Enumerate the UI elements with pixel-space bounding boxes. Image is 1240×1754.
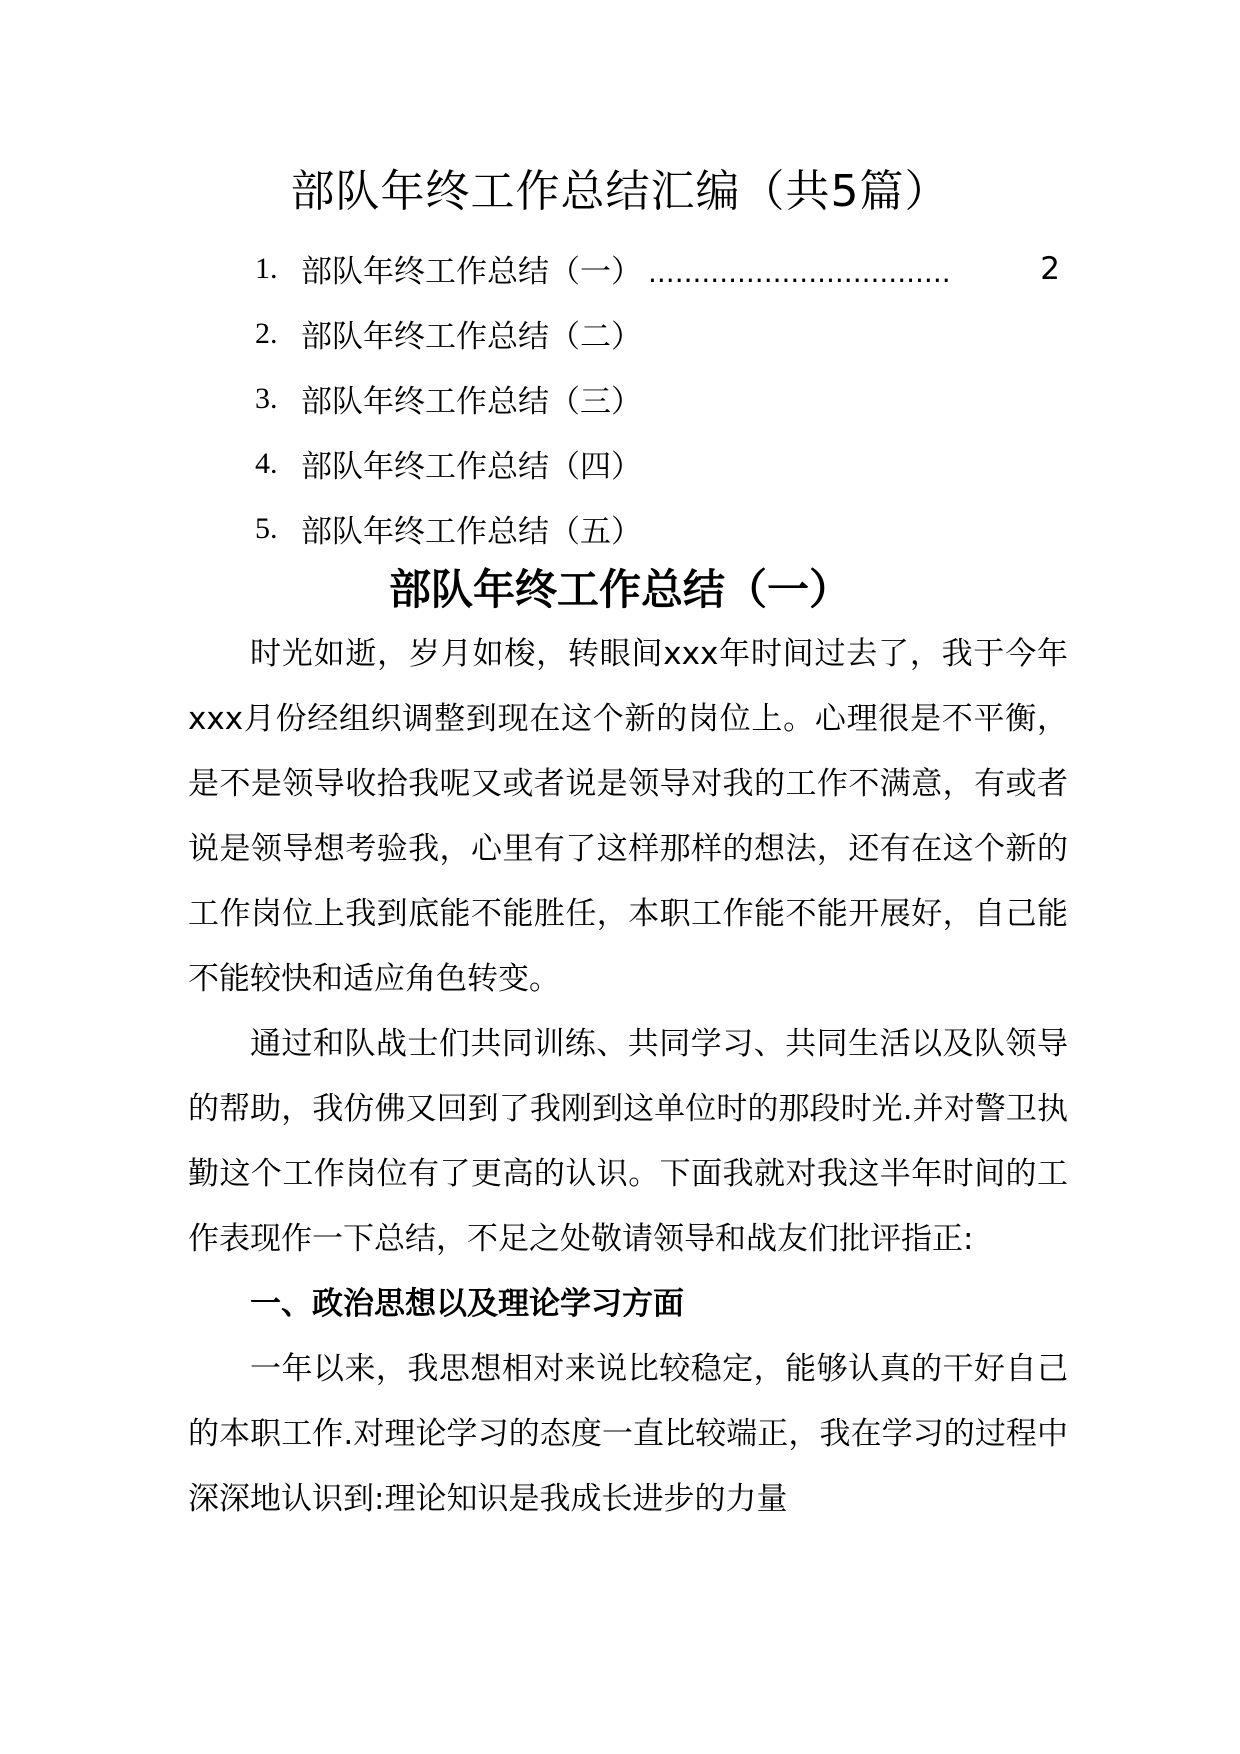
toc-item[interactable] xyxy=(255,236,1060,301)
toc-dot-leader: .................................. xyxy=(648,256,951,289)
toc-item-label: 部队年终工作总结（三） xyxy=(301,384,642,420)
table-of-contents xyxy=(255,236,1060,561)
toc-item-number: 1. xyxy=(255,251,278,285)
document-title: 部队年终工作总结汇编（共5篇） xyxy=(290,166,950,217)
toc-item-label: 部队年终工作总结（二） xyxy=(301,319,642,355)
body-paragraph: 通过和队战士们共同训练、共同学习、共同生活以及队领导的帮助，我仿佛又回到了我刚到这单位时的那段时光.并对警卫执勤这个工作岗位有了更高的认识。下面我就对我这半年时间的工作表现作一下总结，不足之处敬请领导和战友们批评指正: xyxy=(188,1026,1068,1257)
toc-item[interactable] xyxy=(255,496,1060,561)
toc-item-number: 5. xyxy=(255,511,278,545)
section-title: 部队年终工作总结（一） xyxy=(388,565,851,614)
body-paragraph: 时光如逝，岁月如梭，转眼间xxx年时间过去了，我于今年xxx月份经组织调整到现在这个新的岗位上。心理很是不平衡，是不是领导收拾我呢又或者说是领导对我的工作不满意，有或者说是领导想考验我，心里有了这样那样的想法，还有在这个新的工作岗位上我到底能不能胜任，本职工作能不能开展好，自己能不能较快和适应角色转变。 xyxy=(188,636,1068,997)
toc-item-label: 部队年终工作总结（四） xyxy=(301,449,642,485)
toc-item-number: 4. xyxy=(255,446,278,480)
body-text xyxy=(188,622,1068,1532)
toc-item[interactable] xyxy=(255,431,1060,496)
toc-item-number: 2. xyxy=(255,316,278,350)
toc-item-label: 部队年终工作总结（一） xyxy=(301,254,642,290)
toc-item-label: 部队年终工作总结（五） xyxy=(301,514,642,550)
body-paragraph: 一年以来，我思想相对来说比较稳定，能够认真的干好自己的本职工作.对理论学习的态度一直比较端正，我在学习的过程中深深地认识到:理论知识是我成长进步的力量 xyxy=(188,1351,1068,1517)
subsection-heading: 一、政治思想以及理论学习方面 xyxy=(250,1286,684,1322)
toc-item-number: 3. xyxy=(255,381,278,415)
toc-item[interactable] xyxy=(255,366,1060,431)
toc-page-number: 2 xyxy=(1040,250,1060,287)
toc-item[interactable] xyxy=(255,301,1060,366)
